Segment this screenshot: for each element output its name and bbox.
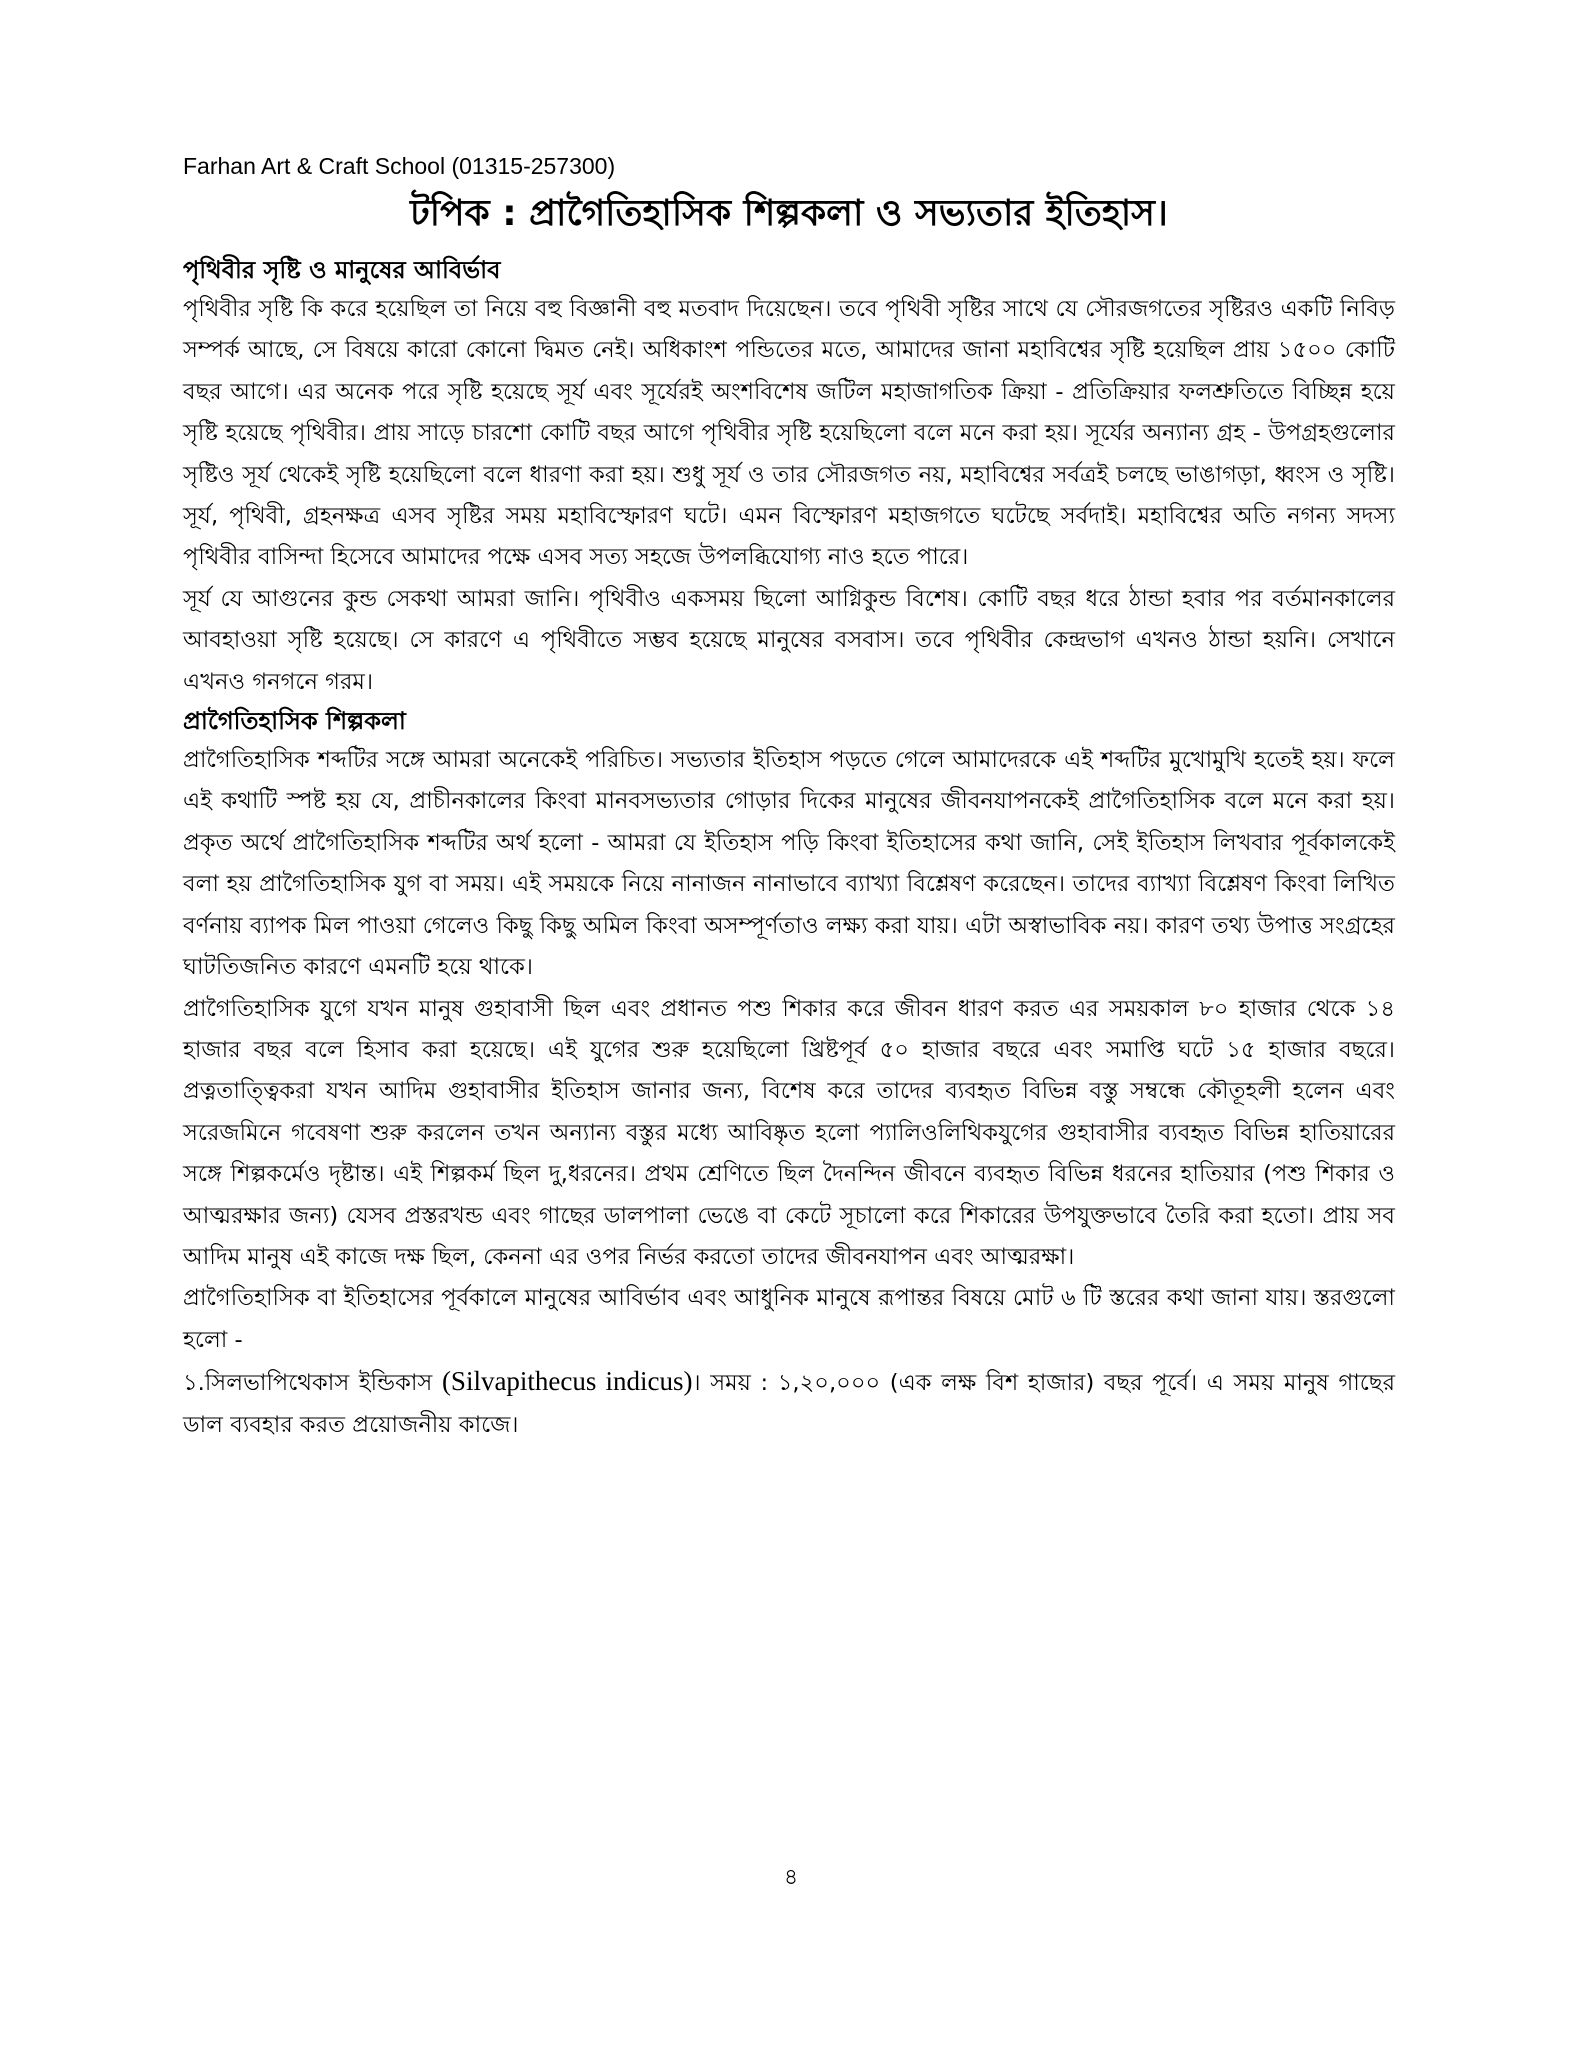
section-heading-prehistoric-art: প্রাগৈতিহাসিক শিল্পকলা	[183, 707, 406, 736]
paragraph: সূর্য যে আগুনের কুন্ড সেকথা আমরা জানি। পৃথিবীও একসময় ছিলো আগ্নিকুন্ড বিশেষ। কোটি বছর ধরে ঠান্ডা হবার পর বর্তমানকালের আবহাওয়া সৃষ্টি হয়েছে। সে কারণে এ পৃথিবীতে সম্ভব হয়েছে মানুষের বসবাস। তবে পৃথিবীর কেন্দ্রভাগ এখনও ঠান্ডা হয়নি। সেখানে এখনও গনগনে গরম।	[183, 585, 1395, 695]
page-number: ৪	[783, 1864, 799, 1889]
school-header: Farhan Art & Craft School (01315-257300)	[183, 153, 616, 179]
paragraph: প্রাগৈতিহাসিক শব্দটির সঙ্গে আমরা অনেকেই পরিচিত। সভ্যতার ইতিহাস পড়তে গেলে আমাদেরকে এই শব্দটির মুখোমুখি হতেই হয়। ফলে এই কথাটি স্পষ্ট হয় যে, প্রাচীনকালের কিংবা মানবসভ্যতার গোড়ার দিকের মানুষের জীবনযাপনকেই প্রাগৈতিহাসিক বলে মনে করা হয়। প্রকৃত অর্থে প্রাগৈতিহাসিক শব্দটির অর্থ হলো - আমরা যে ইতিহাস পড়ি কিংবা ইতিহাসের কথা জানি, সেই ইতিহাস লিখবার পূর্বকালকেই বলা হয় প্রাগৈতিহাসিক যুগ বা সময়। এই সময়কে নিয়ে নানাজন নানাভাবে ব্যাখ্যা বিশ্লেষণ করেছেন। তাদের ব্যাখ্যা বিশ্লেষণ কিংবা লিখিত বর্ণনায় ব্যাপক মিল পাওয়া গেলেও কিছু কিছু অমিল কিংবা অসম্পূর্ণতাও লক্ষ্য করা যায়। এটা অস্বাভাবিক নয়। কারণ তথ্য উপাত্ত সংগ্রহের ঘাটতিজনিত কারণে এমনটি হয়ে থাকে।	[183, 747, 1395, 981]
list-item-prefix: ১.সিলভাপিথেকাস ইন্ডিকাস	[183, 1370, 442, 1397]
paragraph: প্রাগৈতিহাসিক যুগে যখন মানুষ গুহাবাসী ছিল এবং প্রধানত পশু শিকার করে জীবন ধারণ করত এর সময়কাল ৮০ হাজার থেকে ১৪ হাজার বছর বলে হিসাব করা হয়েছে। এই যুগের শুরু হয়েছিলো খ্রিষ্টপূর্ব ৫০ হাজার বছরে এবং সমাপ্তি ঘটে ১৫ হাজার বছরে। প্রত্নতাত্ত্বিকরা যখন আদিম গুহাবাসীর ইতিহাস জানার জন্য, বিশেষ করে তাদের ব্যবহৃত বিভিন্ন বস্তু সম্বন্ধে কৌতূহলী হলেন এবং সরেজমিনে গবেষণা শুরু করলেন তখন অন্যান্য বস্তুর মধ্যে আবিষ্কৃত হলো প্যালিওলিথিকযুগের গুহাবাসীর ব্যবহৃত বিভিন্ন হাতিয়ারের সঙ্গে শিল্পকর্মেও দৃষ্টান্ত। এই শিল্পকর্ম ছিল দু,ধরনের। প্রথম শ্রেণিতে ছিল দৈনন্দিন জীবনে ব্যবহৃত বিভিন্ন ধরনের হাতিয়ার (পশু শিকার ও আত্মরক্ষার জন্য) যেসব প্রস্তরখন্ড এবং গাছের ডালপালা ভেঙে বা কেটে সূচালো করে শিকারের উপযুক্তভাবে তৈরি করা হতো। প্রায় সব আদিম মানুষ এই কাজে দক্ষ ছিল, কেননা এর ওপর নির্ভর করতো তাদের জীবনযাপন এবং আত্মরক্ষা।	[183, 995, 1395, 1270]
paragraph: পৃথিবীর সৃষ্টি কি করে হয়েছিল তা নিয়ে বহু বিজ্ঞানী বহু মতবাদ দিয়েছেন। তবে পৃথিবী সৃষ্টির সাথে যে সৌরজগতের সৃষ্টিরও একটি নিবিড় সম্পর্ক আছে, সে বিষয়ে কারো কোনো দ্বিমত নেই। অধিকাংশ পন্ডিতের মতে, আমাদের জানা মহাবিশ্বের সৃষ্টি হয়েছিল প্রায় ১৫০০ কোটি বছর আগে। এর অনেক পরে সৃষ্টি হয়েছে সূর্য এবং সূর্যেরই অংশবিশেষ জটিল মহাজাগতিক ক্রিয়া - প্রতিক্রিয়ার ফলশ্রুতিতে বিচ্ছিন্ন হয়ে সৃষ্টি হয়েছে পৃথিবীর। প্রায় সাড়ে চারশো কোটি বছর আগে পৃথিবীর সৃষ্টি হয়েছিলো বলে মনে করা হয়। সূর্যের অন্যান্য গ্রহ - উপগ্রহগুলোর সৃষ্টিও সূর্য থেকেই সৃষ্টি হয়েছিলো বলে ধারণা করা হয়। শুধু সূর্য ও তার সৌরজগত নয়, মহাবিশ্বের সর্বত্রই চলছে ভাঙাগড়া, ধ্বংস ও সৃষ্টি। সূর্য, পৃথিবী, গ্রহনক্ষত্র এসব সৃষ্টির সময় মহাবিস্ফোরণ ঘটে। এমন বিস্ফোরণ মহাজগতে ঘটেছে সর্বদাই। মহাবিশ্বের অতি নগন্য সদস্য পৃথিবীর বাসিন্দা হিসেবে আমাদের পক্ষে এসব সত্য সহজে উপলব্ধিযোগ্য নাও হতে পারে।	[183, 296, 1395, 571]
paragraph: প্রাগৈতিহাসিক বা ইতিহাসের পূর্বকালে মানুষের আবির্ভাব এবং আধুনিক মানুষে রূপান্তর বিষয়ে মোট ৬ টি স্তরের কথা জানা যায়। স্তরগুলো হলো -	[183, 1285, 1395, 1353]
document-page	[183, 150, 1395, 1446]
list-item	[183, 1361, 1395, 1446]
list-item-suffix: । সময় : ১,২০,০০০ (এক লক্ষ বিশ হাজার) বছর পূর্বে। এ সময় মানুষ গাছের ডাল ব্যবহার করত প্রয়োজনীয় কাজে।	[183, 1370, 1396, 1438]
list-item-latin-name: (Silvapithecus indicus)	[441, 1366, 693, 1397]
document-title: টপিক : প্রাগৈতিহাসিক শিল্পকলা ও সভ্যতার ইতিহাস।	[410, 193, 1168, 234]
section-heading-earth-creation: পৃথিবীর সৃষ্টি ও মানুষের আবির্ভাব	[183, 256, 501, 284]
